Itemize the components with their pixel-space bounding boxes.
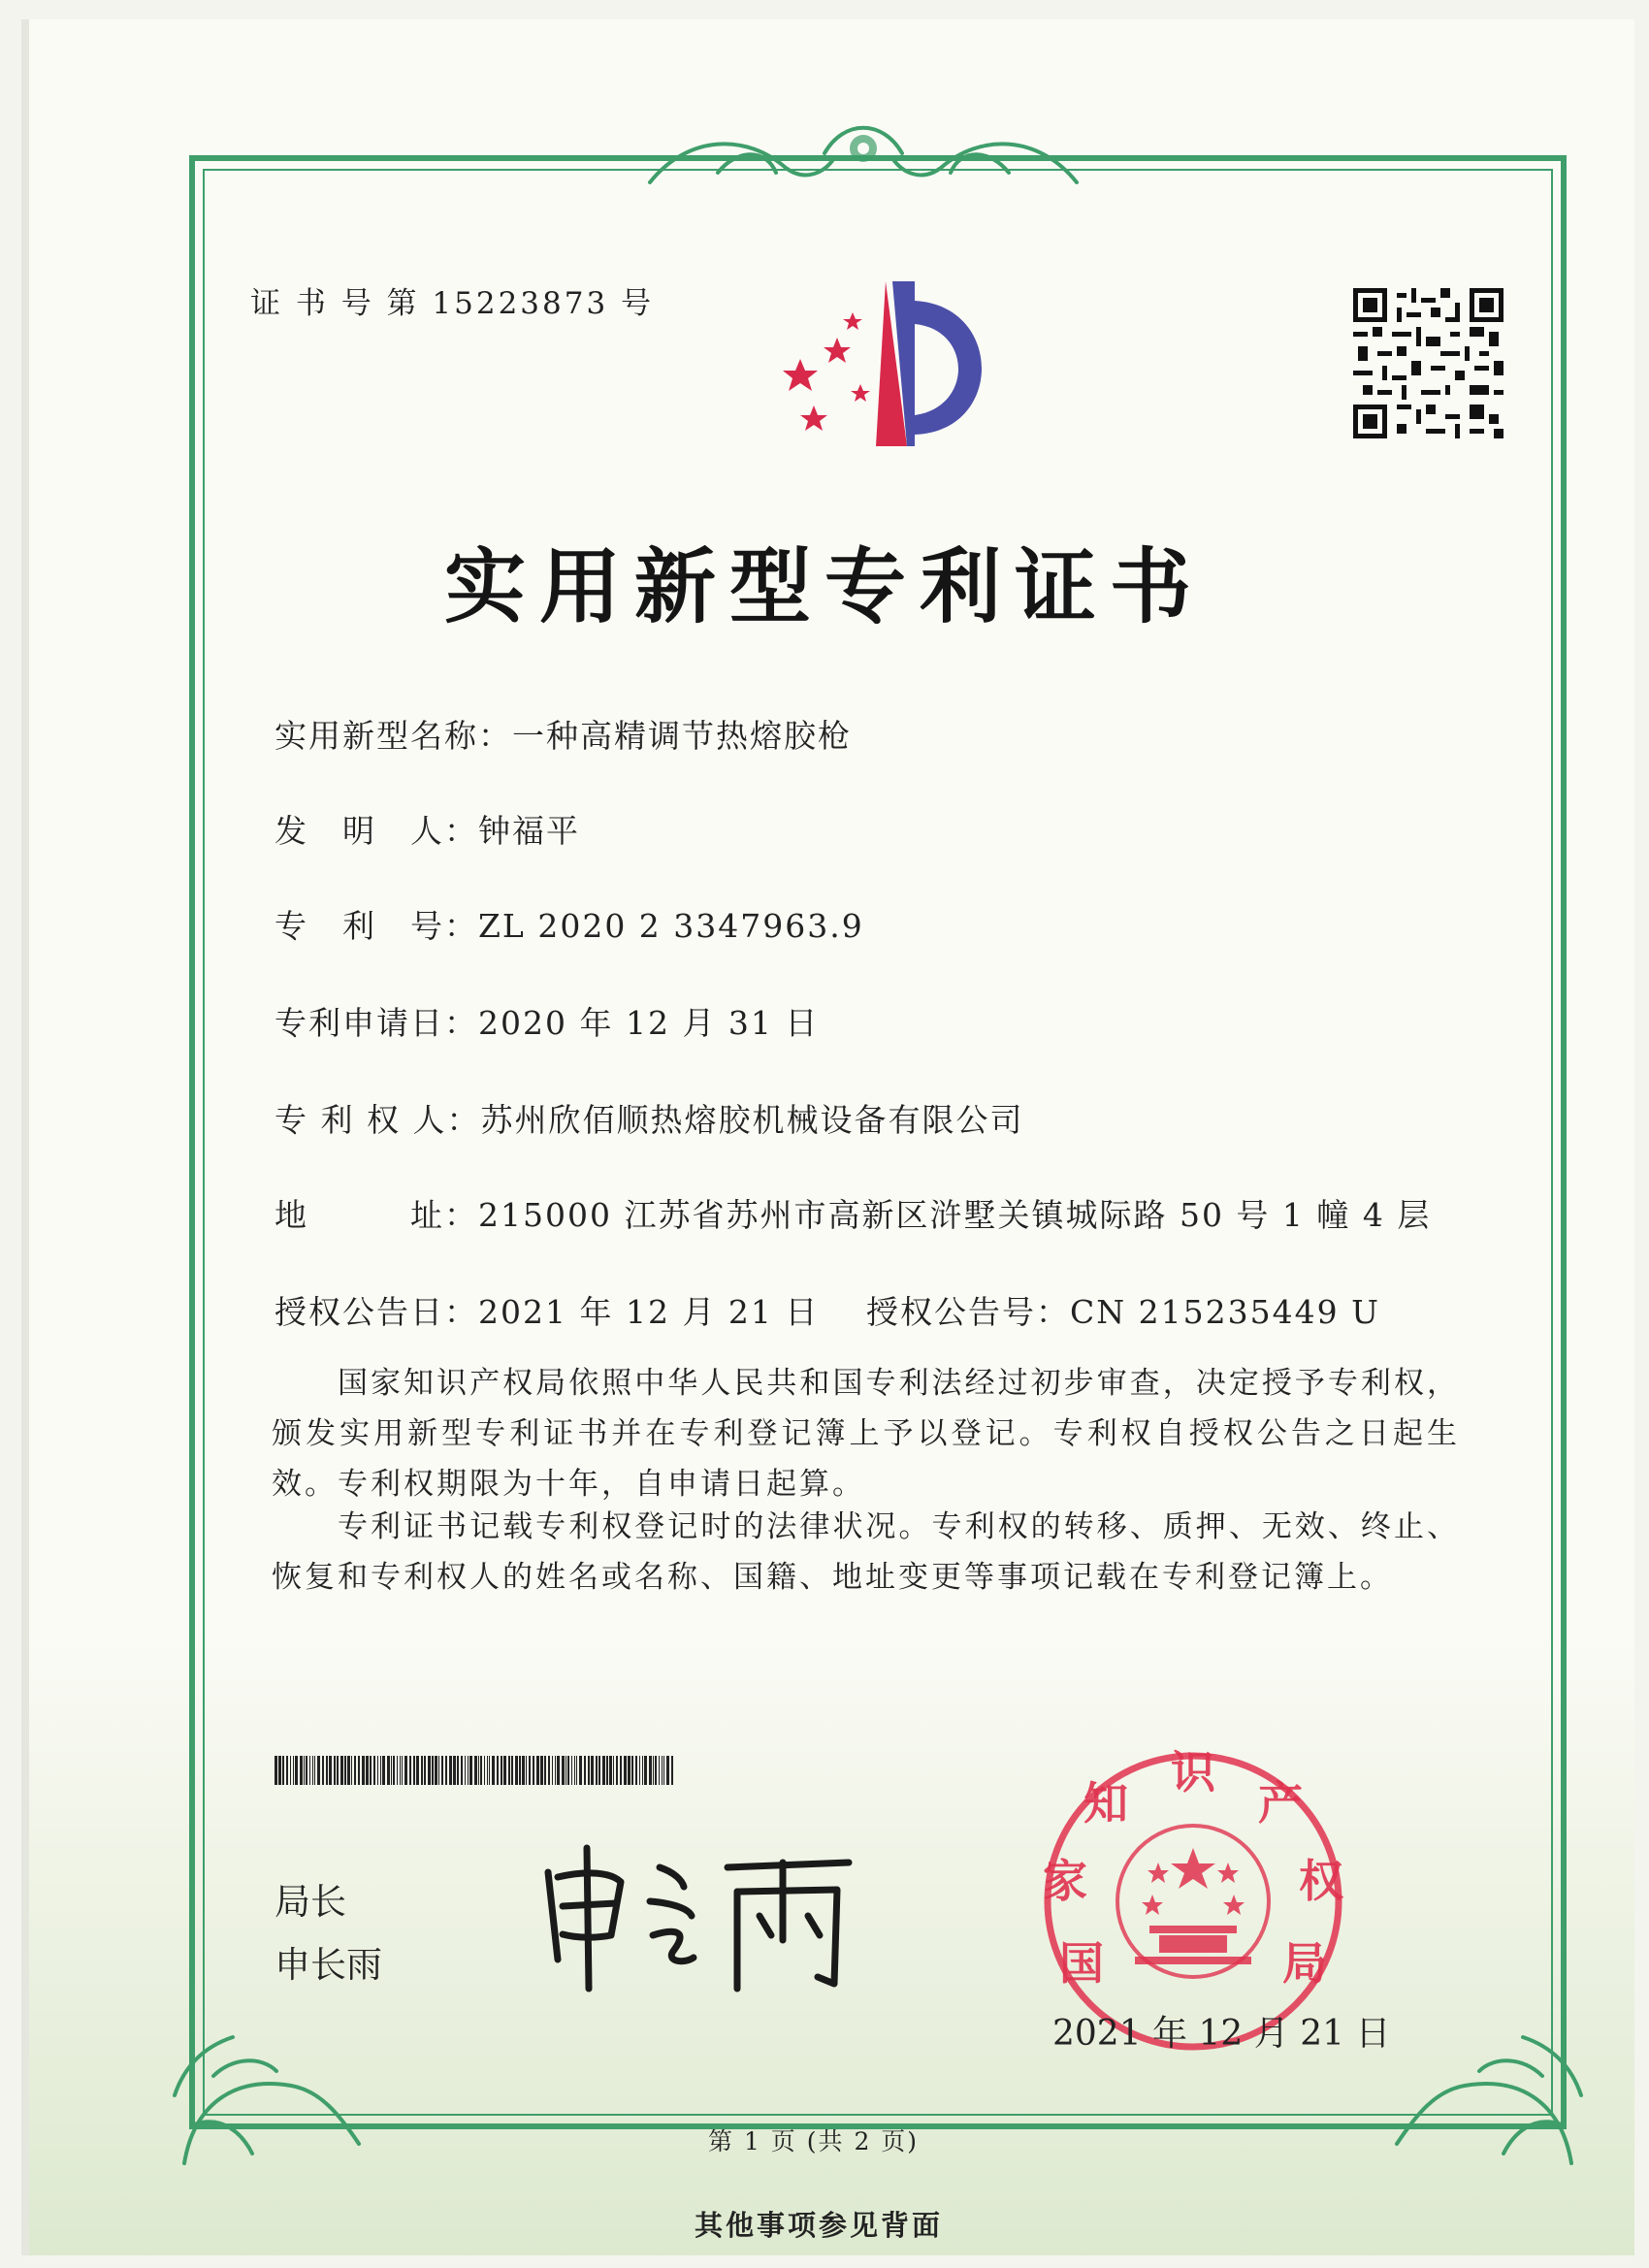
barcode-bar [487, 1756, 488, 1785]
patent-office-logo-icon [752, 262, 1004, 456]
barcode-bar [317, 1756, 320, 1785]
barcode-bar [663, 1756, 664, 1785]
barcode-bar [278, 1756, 281, 1785]
barcode-bar [642, 1756, 643, 1785]
barcode-bar [576, 1756, 577, 1785]
barcode-bar [571, 1756, 572, 1785]
barcode-bar [312, 1756, 313, 1785]
barcode-bar [377, 1756, 378, 1785]
field-label: 专利申请日： [275, 1004, 478, 1042]
barcode-bar [457, 1756, 459, 1785]
svg-text:国: 国 [1059, 1937, 1104, 1990]
barcode-bar [555, 1756, 556, 1785]
barcode-bar [282, 1756, 284, 1785]
barcode-bar [548, 1756, 550, 1785]
barcode-bar [536, 1756, 539, 1785]
field-address [275, 1190, 1431, 1236]
barcode-bar [421, 1756, 423, 1785]
legal-paragraph: 国家知识产权局依照中华人民共和国专利法经过初步审查，决定授予专利权，颁发实用新型专利证书并在专利登记簿上予以登记。专利权自授权公告之日起生效。专利权期限为十年，自申请日起算。 [272, 1366, 1460, 1502]
barcode-bar [461, 1756, 463, 1785]
barcode-bar [588, 1756, 590, 1785]
barcode-bar [344, 1756, 346, 1785]
barcode-bar [329, 1756, 332, 1785]
svg-text:权: 权 [1299, 1855, 1343, 1907]
field-value: 苏州欣佰顺热熔胶机械设备有限公司 [480, 1101, 1024, 1139]
barcode-bar [503, 1756, 506, 1785]
barcode-bar [314, 1756, 315, 1785]
barcode-bar [659, 1756, 660, 1785]
svg-text:产: 产 [1258, 1777, 1303, 1830]
barcode-bar [295, 1756, 298, 1785]
barcode-bar [620, 1756, 622, 1785]
barcode-bar [511, 1756, 513, 1785]
barcode-bar [631, 1756, 633, 1785]
barcode-bar [649, 1756, 652, 1785]
barcode-bar [432, 1756, 434, 1785]
barcode-bar [380, 1756, 381, 1785]
barcode-bar [347, 1756, 350, 1785]
barcode-bar [391, 1756, 392, 1785]
barcode-bar [508, 1756, 510, 1785]
barcode-bar [428, 1756, 431, 1785]
barcode-bar [465, 1756, 466, 1785]
field-value: 一种高精调节热熔胶枪 [512, 717, 852, 755]
barcode-bar [340, 1756, 343, 1785]
barcode-bar [616, 1756, 618, 1785]
barcode-bar [552, 1756, 553, 1785]
barcode-bar [334, 1756, 336, 1785]
barcode-bar [393, 1756, 395, 1785]
barcode-bar [489, 1756, 490, 1785]
barcode-bar [358, 1756, 360, 1785]
barcode-bar [304, 1756, 305, 1785]
page-info: 第 1 页 (共 2 页) [708, 2127, 920, 2155]
field-inventor [275, 806, 580, 852]
barcode-bar [655, 1756, 657, 1785]
barcode-bar [497, 1756, 499, 1785]
svg-text:局: 局 [1282, 1937, 1327, 1990]
field-patentee [275, 1095, 1023, 1141]
barcode-bar [628, 1756, 630, 1785]
barcode-bar [474, 1756, 477, 1785]
barcode-bar [290, 1756, 291, 1785]
barcode-bar [666, 1756, 669, 1785]
signature-icon [529, 1833, 868, 1998]
barcode-bar [468, 1756, 469, 1785]
svg-text:识: 识 [1171, 1746, 1215, 1798]
barcode-bar [309, 1756, 310, 1785]
barcode-bar [438, 1756, 439, 1785]
barcode-bar [533, 1756, 534, 1785]
barcode-bar [402, 1756, 403, 1785]
field-label: 专 利 号： [275, 907, 478, 945]
barcode-bar [387, 1756, 390, 1785]
field-value: 2021 年 12 月 21 日 [478, 1293, 820, 1331]
barcode-bar [441, 1756, 443, 1785]
barcode-bar [445, 1756, 447, 1785]
barcode-bar [362, 1756, 365, 1785]
barcode-bar [557, 1756, 560, 1785]
barcode-bar [492, 1756, 495, 1785]
signatory-title: 局长 [275, 1881, 346, 1923]
field-value: 钟福平 [478, 812, 580, 850]
barcode-bar [300, 1756, 303, 1785]
barcode-bar [613, 1756, 614, 1785]
barcode-bar [624, 1756, 627, 1785]
barcode-bar [529, 1756, 531, 1785]
field-patent-number [275, 901, 864, 947]
barcode-bar [354, 1756, 356, 1785]
footer-note: 其他事项参见背面 [695, 2209, 944, 2242]
field-filing-date [275, 998, 819, 1044]
barcode-bar [591, 1756, 594, 1785]
barcode-bar [382, 1756, 385, 1785]
barcode-bar [286, 1756, 288, 1785]
barcode-bar [366, 1756, 369, 1785]
barcode-bar [484, 1756, 485, 1785]
barcode-bar [409, 1756, 411, 1785]
barcode-bar [519, 1756, 521, 1785]
barcode-bar [635, 1756, 637, 1785]
field-grant-date [275, 1287, 819, 1333]
barcode-bar [424, 1756, 426, 1785]
barcode-bar [480, 1756, 482, 1785]
barcode-bar [596, 1756, 598, 1785]
field-grant-number [866, 1287, 1380, 1333]
field-label: 专 利 权 人： [275, 1101, 481, 1139]
barcode-bar [469, 1756, 472, 1785]
barcode-bar [526, 1756, 527, 1785]
barcode-bar [337, 1756, 339, 1785]
barcode-bar [416, 1756, 419, 1785]
barcode-bar [671, 1756, 673, 1785]
barcode-bar [540, 1756, 543, 1785]
barcode-bar [584, 1756, 586, 1785]
bottom-left-ornament-icon [155, 1998, 378, 2173]
barcode-bar [609, 1756, 612, 1785]
certificate-title: 实用新型专利证书 [443, 538, 1205, 634]
barcode-bar [515, 1756, 518, 1785]
barcode-bar [404, 1756, 407, 1785]
barcode-bar [501, 1756, 502, 1785]
barcode-bar [370, 1756, 372, 1785]
field-value: 215000 江苏省苏州市高新区浒墅关镇城际路 50 号 1 幢 4 层 [478, 1196, 1432, 1234]
field-label: 实用新型名称： [275, 717, 512, 755]
barcode-bar [639, 1756, 640, 1785]
barcode-bar [413, 1756, 415, 1785]
barcode-bar [400, 1756, 401, 1785]
barcode-bar [662, 1756, 663, 1785]
barcode-bar [562, 1756, 565, 1785]
barcode-bar [644, 1756, 647, 1785]
qr-code-icon [1353, 288, 1504, 438]
barcode-bar [351, 1756, 352, 1785]
barcode-bar [293, 1756, 294, 1785]
field-value: CN 215235449 U [1070, 1293, 1380, 1331]
barcode-bar [373, 1756, 375, 1785]
seal-date: 2021 年 12 月 21 日 [1052, 2014, 1391, 2054]
bottom-right-ornament-icon [1377, 1998, 1600, 2173]
field-utility-name [275, 711, 852, 757]
svg-text:家: 家 [1043, 1855, 1087, 1907]
barcode-bar [598, 1756, 600, 1785]
certificate-number: 证 书 号 第 15223873 号 [250, 286, 655, 321]
barcode-icon [275, 1756, 677, 1785]
barcode-bar [544, 1756, 546, 1785]
signatory-name: 申长雨 [275, 1944, 382, 1986]
barcode-bar [397, 1756, 398, 1785]
barcode-bar [602, 1756, 605, 1785]
barcode-bar [306, 1756, 307, 1785]
barcode-bar [606, 1756, 608, 1785]
field-label: 授权公告号： [866, 1293, 1070, 1331]
barcode-bar [435, 1756, 437, 1785]
barcode-bar [453, 1756, 456, 1785]
field-label: 授权公告日： [275, 1293, 478, 1331]
barcode-bar [478, 1756, 479, 1785]
top-ornament-icon [630, 114, 1096, 202]
barcode-bar [567, 1756, 569, 1785]
field-value: 2020 年 12 月 31 日 [478, 1004, 820, 1042]
barcode-bar [522, 1756, 525, 1785]
barcode-bar [449, 1756, 452, 1785]
barcode-bar [579, 1756, 582, 1785]
barcode-bar [322, 1756, 324, 1785]
field-label: 发 明 人： [275, 812, 478, 850]
field-value: ZL 2020 2 3347963.9 [478, 907, 864, 945]
field-label: 地 址： [275, 1196, 478, 1234]
svg-text:知: 知 [1083, 1777, 1128, 1830]
barcode-bar [653, 1756, 654, 1785]
barcode-bar [326, 1756, 328, 1785]
barcode-bar [275, 1756, 277, 1785]
barcode-bar [574, 1756, 575, 1785]
legal-paragraph: 专利证书记载专利权登记时的法律状况。专利权的转移、质押、无效、终止、恢复和专利权人的姓名或名称、国籍、地址变更等事项记载在专利登记簿上。 [272, 1509, 1460, 1595]
